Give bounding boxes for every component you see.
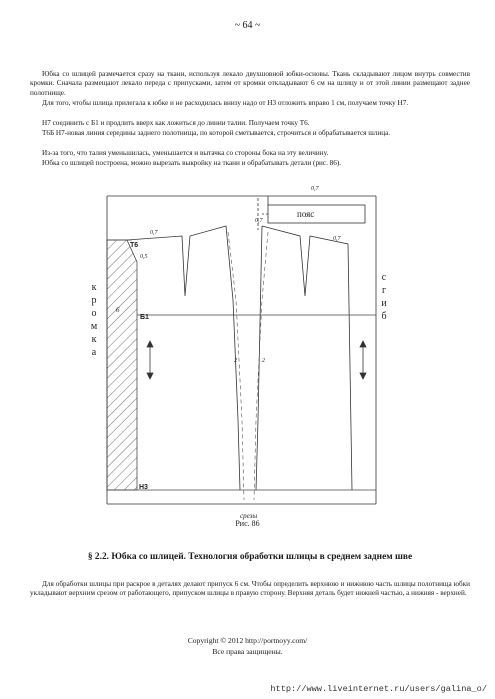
figure-caption: Рис. 86 [235, 519, 260, 528]
slit-allowance-hatch [107, 240, 137, 490]
belt-label: пояс [297, 209, 315, 219]
paragraph-6: Юбка со шлицей построена, можно вырезать выкройку на ткани и обрабатывать детали (рис. 86). [42, 159, 342, 167]
kromka-letter-4: м [90, 321, 98, 332]
dim-07-d: 0,7 [333, 236, 341, 242]
front-panel-outline [262, 226, 352, 490]
paragraph-2: Для того, чтобы шлица прилегала к юбке и не расходилась внизу надо от Н3 отложить вправо 1 см, получаем точку Н7. [42, 99, 409, 107]
kromka-letter-5: к [91, 334, 97, 345]
dim-05: 0,5 [140, 254, 148, 260]
kromka-letter-1: к [91, 282, 97, 293]
dim-6: 6 [116, 306, 120, 314]
rights-line: Все права защищены. [212, 647, 283, 656]
back-panel-outline [127, 226, 240, 490]
figure-frame [107, 196, 376, 504]
dim-2-b: 2 [262, 358, 265, 364]
point-t6: Т6 [130, 242, 139, 249]
dim-2-a: 2 [234, 358, 237, 364]
sgib-letter-2: г [381, 285, 387, 296]
kromka-letter-6: а [91, 347, 97, 358]
point-h3: Н3 [139, 484, 148, 491]
kromka-letter-3: о [91, 308, 97, 319]
paragraph-3: Н7 соединить с Б1 и продлить вверх как ложиться до линии талии. Получаем точку Т6. [42, 119, 310, 127]
sgib-letter-4: б [381, 311, 387, 322]
dim-07-c: 0,7 [311, 186, 319, 192]
dim-07-b: 0,7 [255, 218, 263, 224]
belt-piece [268, 205, 365, 223]
watermark-url[interactable]: http://www.liveinternet.ru/users/galina_o/ [270, 684, 487, 694]
section-heading: § 2.2. Юбка со шлицей. Технология обработки шлицы в среднем заднем шве [87, 552, 413, 562]
sgib-letter-1: с [381, 272, 387, 283]
paragraph-1: Юбка со шлицей размечается сразу на ткани, используя лекало двухшовной юбки-основы. Ткань складывают лицом внутрь совместив кромки. Сначала размещают лекало переда с припусками, затем от кромки откладывают 6 см на шлицу и от этой линии размещают заднее полотнище. [30, 70, 470, 97]
sgib-letter-3: и [381, 298, 387, 309]
paragraph-5: Из-за того, что талия уменьшилась, уменьшается и вытачка со стороны бока на эту величину. [42, 149, 329, 157]
paragraph-4: Т6Б Н7-новая линия середины заднего полотнища, по которой сметывается, строчиться и обрабатывается шлица. [42, 129, 391, 137]
seam-note: срезы [240, 512, 258, 520]
dim-07-a: 0,7 [150, 230, 158, 236]
page-number: ~ 64 ~ [234, 20, 261, 31]
point-b1: Б1 [140, 314, 149, 321]
body-paragraph: Для обработки шлицы при раскрое в деталях делают припуск 6 см. Чтобы определить верхнюю и нижнюю часть шлицы полотнища юбки укладывают верхним срезом от работающего, припуском шлицы в правую сторону. Верхняя деталь будет нижней частью, а нижняя - верхней. [30, 580, 470, 598]
kromka-letter-2: р [91, 295, 97, 306]
copyright-line: Copyright © 2012 http://portnoyy.com/ [187, 636, 308, 645]
